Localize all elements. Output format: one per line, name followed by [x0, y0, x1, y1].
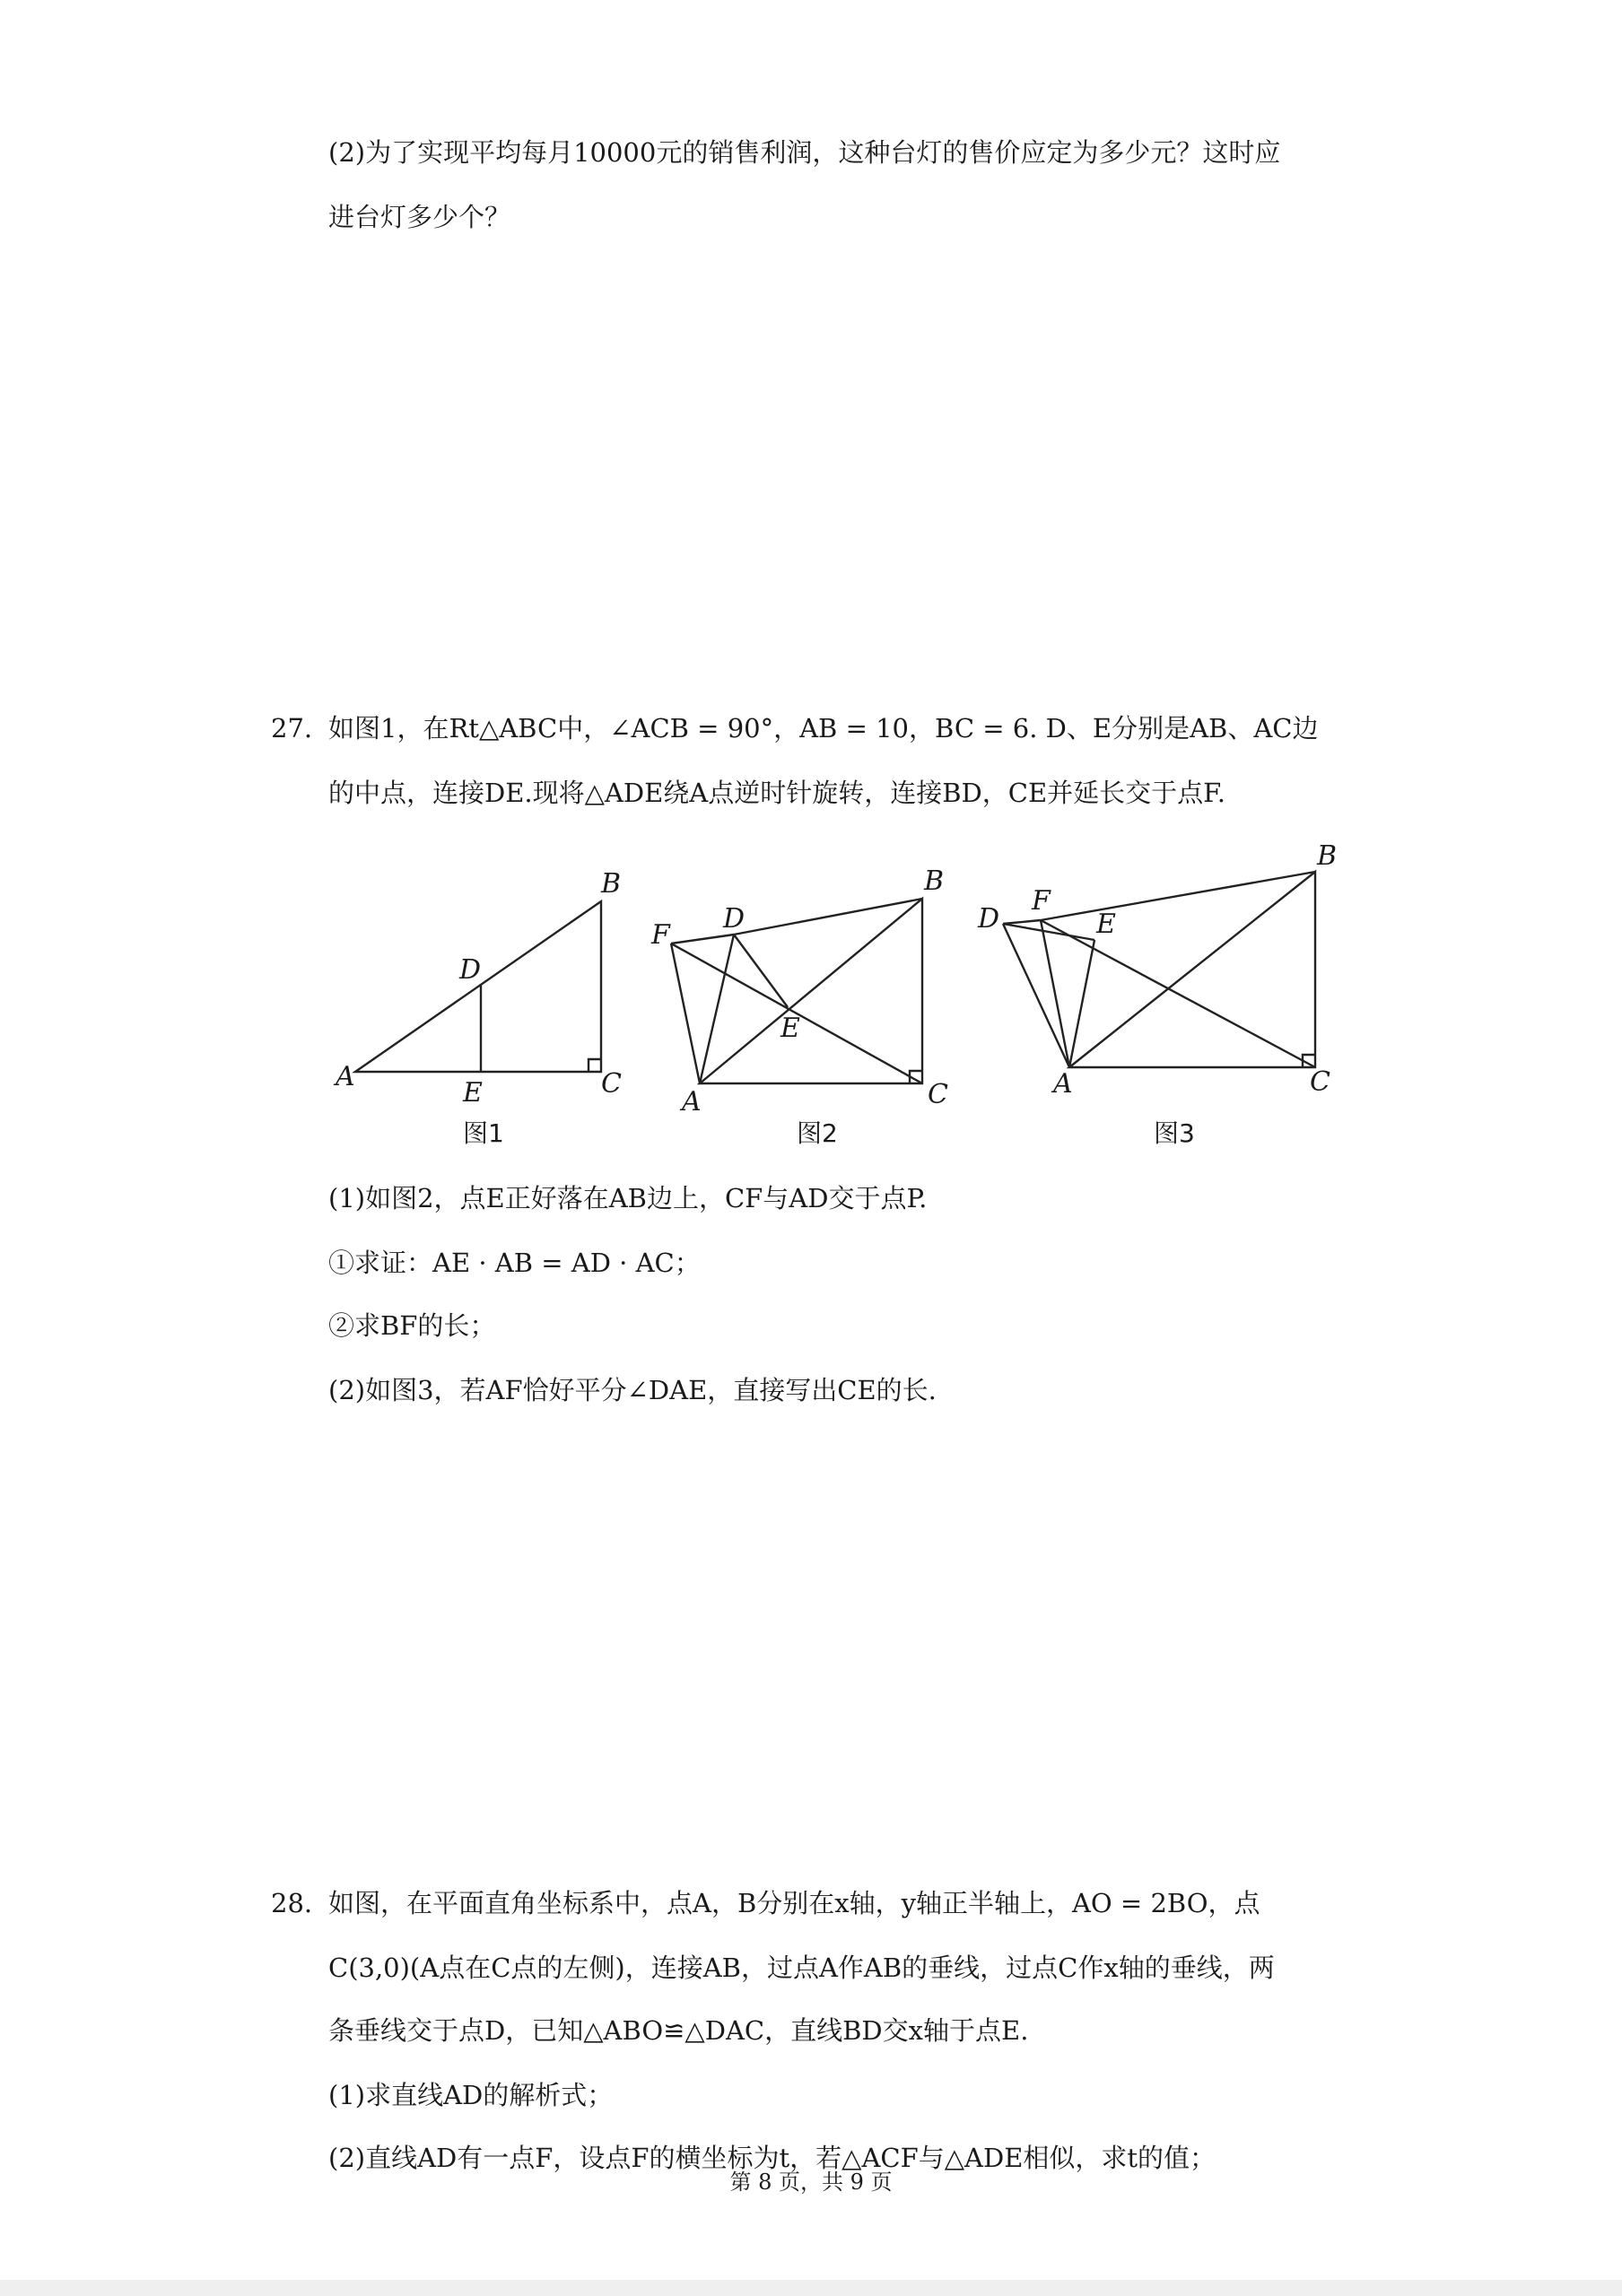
- q28-line-2: C(3,0)(A点在C点的左侧)，连接AB，过点A作AB的垂线，过点C作x轴的垂线，两: [328, 1952, 1275, 1983]
- segment-de-2: [734, 935, 788, 1007]
- label-d-2: D: [723, 903, 746, 935]
- figure-1: [323, 861, 646, 1109]
- segment-ea: [1069, 940, 1094, 1067]
- segment-da: [1003, 924, 1069, 1067]
- label-a-2: A: [682, 1086, 702, 1118]
- q27-line-2: 的中点，连接DE.现将△ADE绕A点逆时针旋转，连接BD，CE并延长交于点F.: [328, 778, 1225, 808]
- q28-sub-2: (2)直线AD有一点F，设点F的横坐标为t，若△ACF与△ADE相似，求t的值；: [328, 2143, 1216, 2173]
- segment-fa: [671, 944, 700, 1083]
- segment-db: [734, 899, 922, 935]
- segment-fa: [1041, 920, 1069, 1067]
- q27-line-1: 如图1，在Rt△ABC中，∠ACB = 90°，AB = 10，BC = 6. D、E分别是AB、AC边: [328, 713, 1319, 744]
- label-e: E: [463, 1077, 483, 1109]
- q28-number: 28.: [271, 1888, 313, 1918]
- label-f-3: F: [1032, 885, 1051, 917]
- label-f-2: F: [651, 919, 670, 951]
- q27-number: 27.: [271, 713, 313, 744]
- q27-sub-1-a: ①求证：AE · AB = AD · AC；: [328, 1248, 701, 1278]
- q26-line-2: 进台灯多少个？: [328, 202, 511, 232]
- segment-fb: [1041, 872, 1315, 920]
- label-a: A: [336, 1061, 355, 1092]
- segment-df: [1003, 920, 1041, 924]
- segment-fd: [671, 935, 734, 944]
- label-d: D: [459, 954, 482, 986]
- figure-2-caption: 图2: [797, 1118, 838, 1148]
- triangle-abc-3: [1069, 872, 1315, 1067]
- label-b-3: B: [1317, 840, 1338, 872]
- bottom-bar: [0, 2280, 1622, 2296]
- label-b: B: [601, 868, 622, 900]
- label-e-2: E: [780, 1013, 800, 1044]
- q26-line-1: (2)为了实现平均每月10000元的销售利润，这种台灯的售价应定为多少元？这时应: [328, 137, 1281, 168]
- segment-da: [700, 935, 734, 1083]
- segment-fc: [1041, 920, 1315, 1067]
- figure-3: [978, 840, 1338, 1103]
- segment-de-3: [1003, 924, 1094, 940]
- label-c-2: C: [928, 1079, 948, 1110]
- page-footer: 第 8 页，共 9 页: [729, 2170, 893, 2195]
- triangle-abc: [355, 901, 601, 1072]
- label-c: C: [601, 1068, 622, 1100]
- q28-line-1: 如图，在平面直角坐标系中，点A，B分别在x轴，y轴正半轴上，AO = 2BO，点: [328, 1888, 1260, 1918]
- q28-sub-1: (1)求直线AD的解析式；: [328, 2080, 614, 2110]
- label-b-2: B: [924, 865, 945, 897]
- label-a-3: A: [1053, 1068, 1073, 1100]
- label-e-3: E: [1096, 909, 1116, 940]
- figure-3-caption: 图3: [1154, 1118, 1195, 1148]
- q28-line-3: 条垂线交于点D，已知△ABO≌△DAC，直线BD交x轴于点E.: [328, 2015, 1029, 2046]
- q27-sub-2: (2)如图3，若AF恰好平分∠DAE，直接写出CE的长.: [328, 1375, 937, 1405]
- label-d-3: D: [978, 903, 1000, 935]
- figure-2: [646, 861, 969, 1118]
- q27-sub-1: (1)如图2，点E正好落在AB边上，CF与AD交于点P.: [328, 1183, 928, 1213]
- label-c-3: C: [1310, 1066, 1330, 1098]
- right-angle-mark: [589, 1059, 601, 1072]
- q27-sub-1-b: ②求BF的长；: [328, 1310, 496, 1341]
- figure-1-caption: 图1: [463, 1118, 504, 1148]
